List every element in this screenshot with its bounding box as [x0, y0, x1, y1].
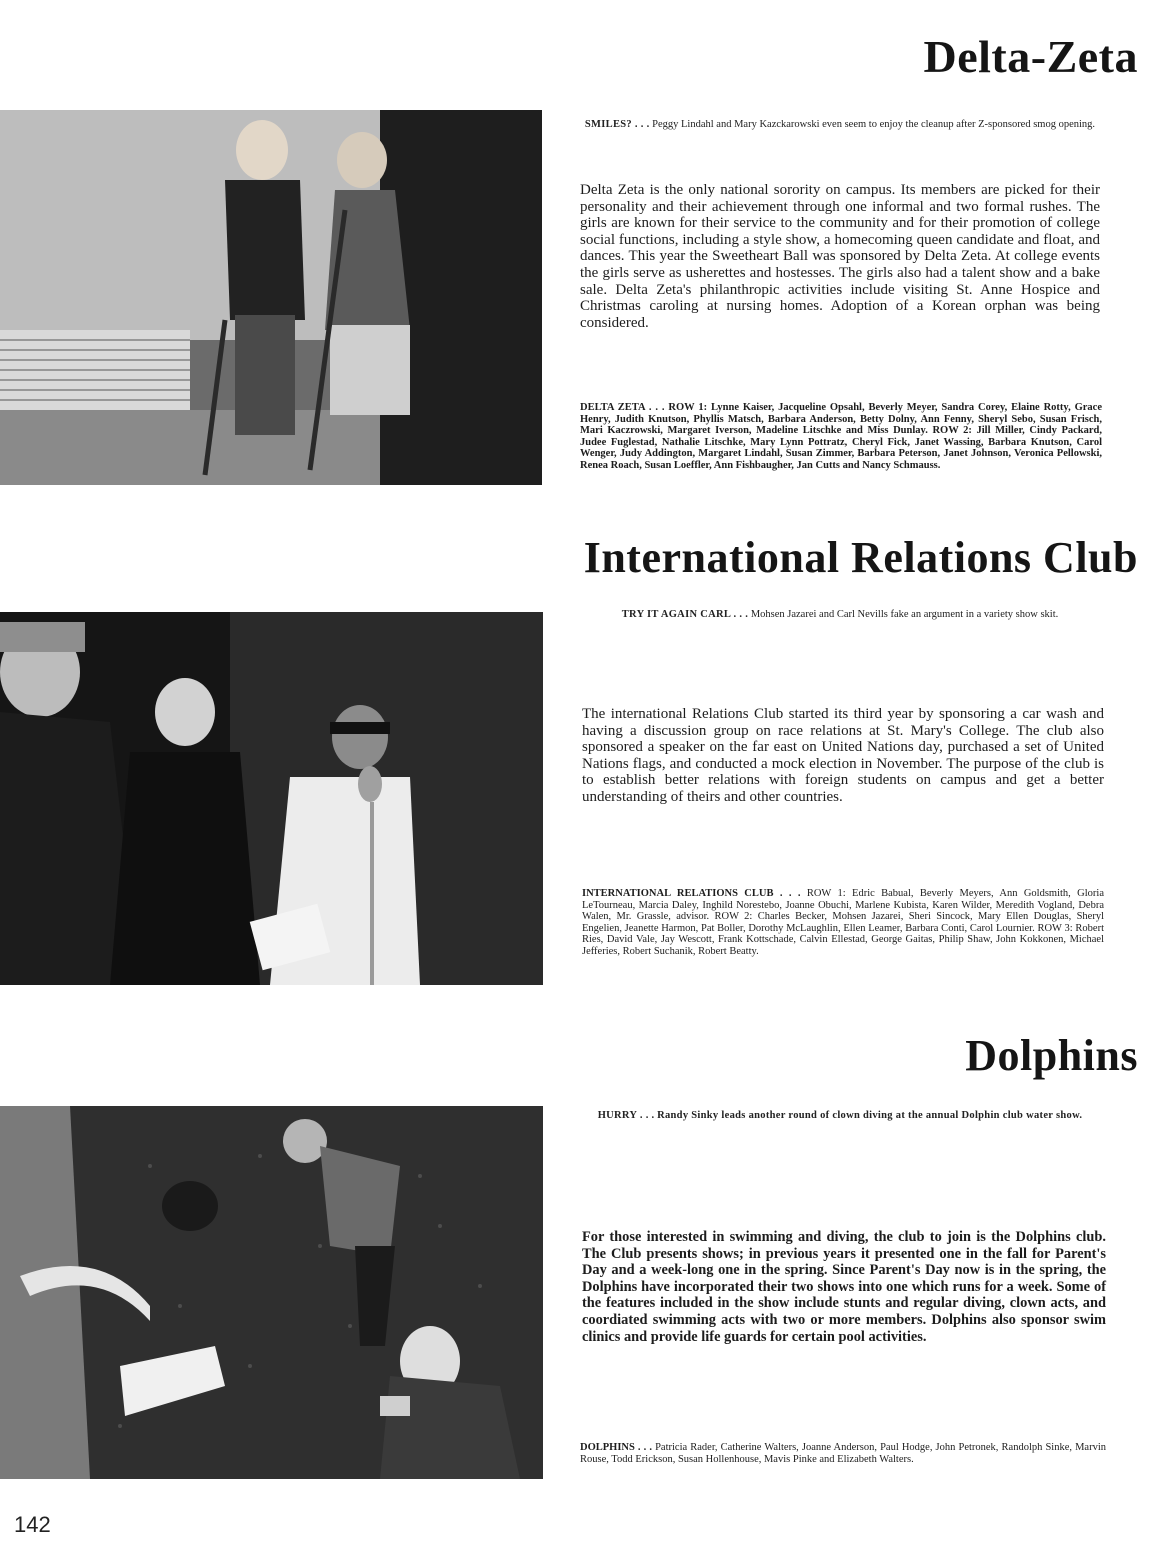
- caption-international-relations: [578, 609, 1102, 621]
- caption-lead: SMILES? . . .: [584, 119, 650, 130]
- caption-text: Randy Sinky leads another round of clown diving at the annual Dolphin club water show.: [657, 1110, 1083, 1121]
- caption-text: Mohsen Jazarei and Carl Nevills fake an argument in a variety show skit.: [750, 609, 1059, 620]
- photo-dolphins-clown-diving: [0, 1106, 543, 1479]
- caption-text: Peggy Lindahl and Mary Kazckarowski even seem to enjoy the cleanup after Z-sponsored smog opening.: [652, 119, 1096, 130]
- section-title-dolphins: Dolphins: [965, 1031, 1138, 1080]
- roster-dolphins: [580, 1442, 1106, 1465]
- roster-lead: DELTA ZETA . . .: [580, 402, 665, 413]
- photo-delta-zeta-cleanup: [0, 110, 542, 485]
- body-text-international-relations: The international Relations Club started its third year by sponsoring a car wash and having a discussion group on race relations at St. Mary's College. The club also sponsored a speaker on the far east on United Nations day, purchased a set of United Nations flags, and conducted a mock election in November. The purpose of the club is to establish better relations with foreign students on campus and get a better understanding of theirs and other countries.: [582, 706, 1104, 805]
- roster-lead: INTERNATIONAL RELATIONS CLUB . . .: [582, 888, 801, 899]
- caption-lead: TRY IT AGAIN CARL . . .: [621, 609, 749, 620]
- roster-names: ROW 1: Edric Babual, Beverly Meyers, Ann Goldsmith, Gloria LeTourneau, Marcia Daley, Inghild Norestebo, Joanne Obuchi, Marlene Kubista, Karen Wilder, Meredith Vogland, Debra Walen, Mr. Grassle, advisor. ROW 2: Charles Becker, Mohsen Jazarei, Sheri Sincock, Mary Ellen Douglas, Sheryl Engelien, Jeanette Harmon, Pat Boller, Dorothy McLaughlin, Ellen Leamer, Barbara Conti, Carol Lournier. ROW 3: Robert Ries, David Vale, Jay Wescott, Frank Kottschade, Calvin Ellestad, George Gaitas, Philip Shaw, John Kokkonen, Michael Jefferies, Robert Suchanik, Robert Beatty.: [582, 888, 1104, 957]
- roster-names: Patricia Rader, Catherine Walters, Joanne Anderson, Paul Hodge, John Petronek, Randolph Sinke, Marvin Rouse, Todd Erickson, Susan Hollenhouse, Mavis Pinke and Elizabeth Walters.: [580, 1442, 1106, 1465]
- roster-delta-zeta: [580, 402, 1102, 472]
- body-text-delta-zeta: Delta Zeta is the only national sorority on campus. Its members are picked for their personality and their achievement through one informal and two formal rushes. The girls are known for their service to the community and for their promotion of college social functions, including a style show, a homecoming queen candidate and float, and dances. This year the Sweetheart Ball was sponsored by Delta Zeta. At college events the girls serve as usherettes and hostesses. The girls also had a talent show and a bake sale. Delta Zeta's philanthropic activities include visiting St. Anne Hospice and Christmas caroling at nursing homes. Adoption of a Korean orphan was being considered.: [580, 182, 1100, 331]
- roster-names: ROW 1: Lynne Kaiser, Jacqueline Opsahl, Beverly Meyer, Sandra Corey, Elaine Rotty, Grace Henry, Judith Knutson, Phyllis Matsch, Barbara Anderson, Betty Dolny, Ann Fenny, Sheryl Sebo, Susan Frisch, Mari Kaczrowski, Margaret Iverson, Madeline Litschke and Miss Dunlay. ROW 2: Jill Miller, Cindy Packard, Judee Fuglestad, Nathalie Litschke, Mary Lynn Pottratz, Cheryl Fick, Janet Wassing, Barbara Knutson, Carol Wenger, Judy Addington, Margaret Lindahl, Susan Zimmer, Barbara Peterson, Janet Johnson, Veronica Pellowski, Renea Roach, Susan Loeffler, Ann Fishbaugher, Jan Cutts and Nancy Schmauss.: [580, 402, 1103, 471]
- photo-international-relations-skit: [0, 612, 543, 985]
- roster-international-relations: [582, 888, 1104, 958]
- caption-delta-zeta: [578, 119, 1102, 131]
- roster-lead: DOLPHINS . . .: [580, 1442, 652, 1453]
- section-title-delta-zeta: Delta-Zeta: [923, 31, 1138, 82]
- body-text-dolphins: For those interested in swimming and diving, the club to join is the Dolphins club. The Club presents shows; in previous years it presented one in the fall for Parent's Day and a week-long one in the spring. Since Parent's Day now is in the spring, the Dolphins have incorporated their two shows into one which runs for a week. Some of the features included in the show include stunts and regular diving, clown acts, and coordiated swimming acts with two or more members. Dolphins also sponsor swim clinics and provide life guards for certain pool activities.: [582, 1229, 1106, 1345]
- caption-lead: HURRY . . .: [597, 1110, 655, 1121]
- caption-dolphins: [578, 1110, 1102, 1122]
- page-number: 142: [14, 1512, 51, 1537]
- section-title-international-relations-club: International Relations Club: [583, 533, 1138, 582]
